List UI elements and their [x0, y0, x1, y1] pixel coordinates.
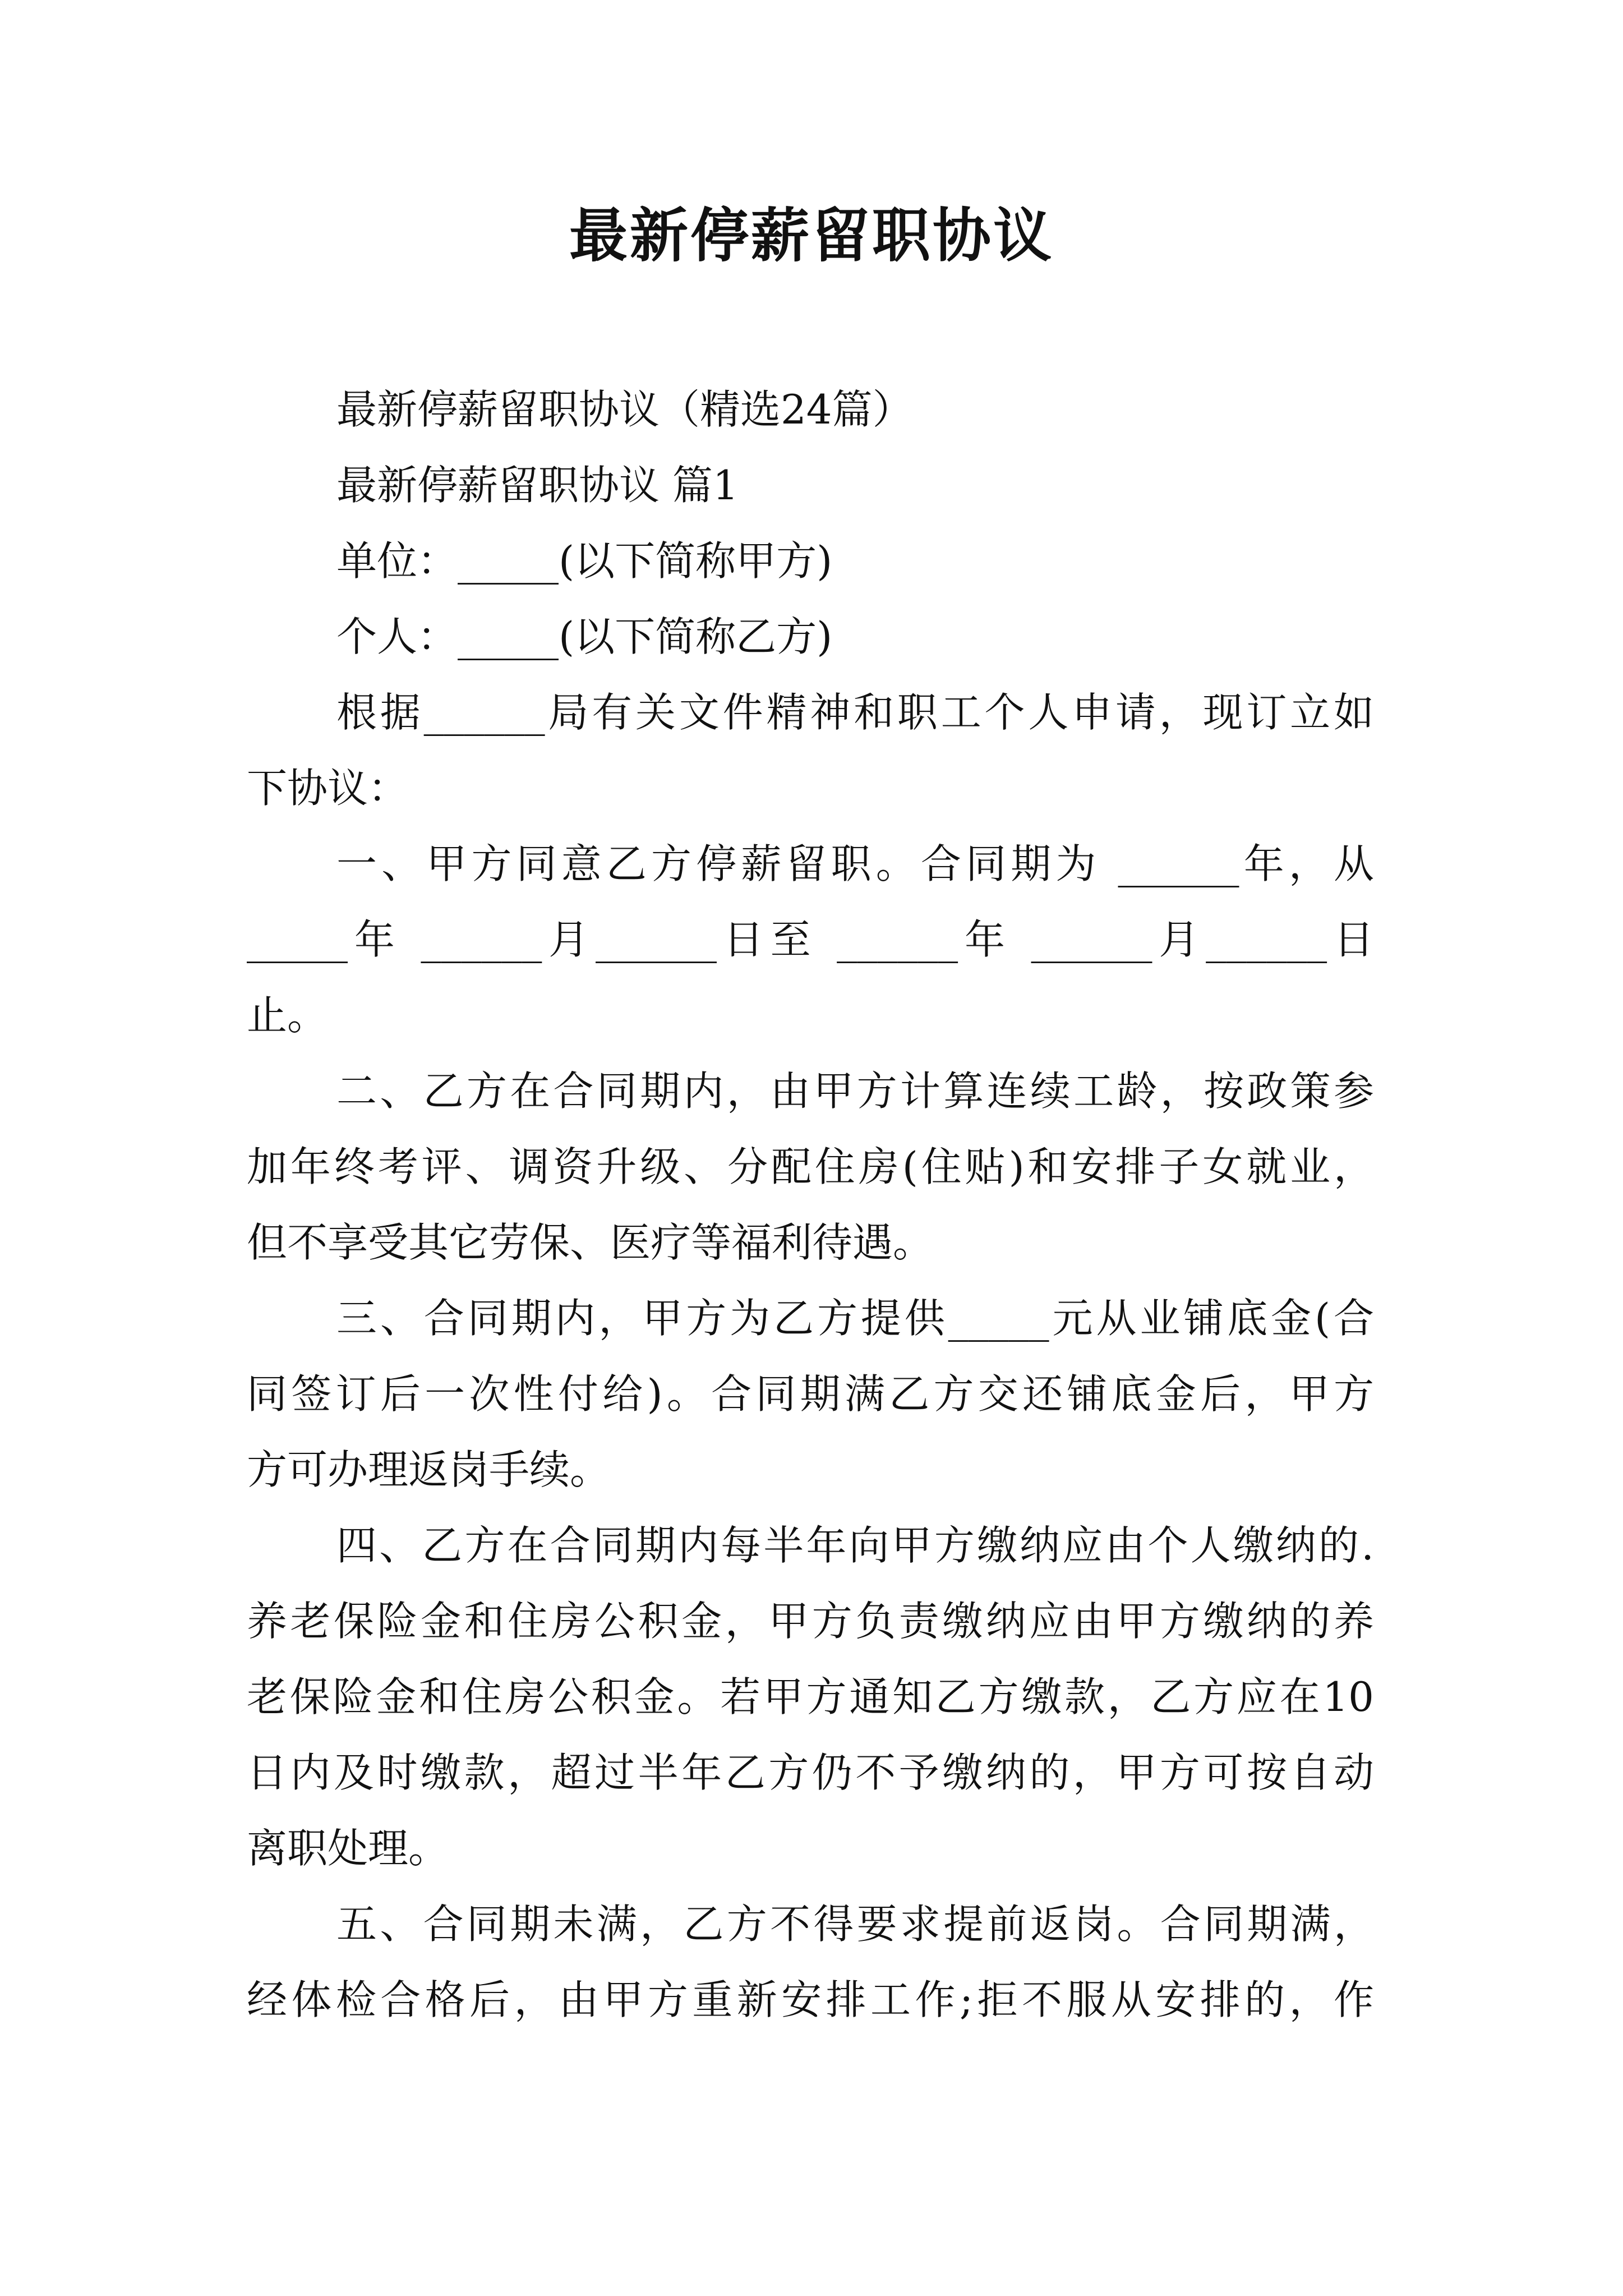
document-title: 最新停薪留职协议 — [569, 201, 1054, 270]
paragraph-line: 但不享受其它劳保、医疗等福利待遇。 — [247, 1219, 934, 1266]
paragraph-line: 方可办理返岗手续。 — [247, 1446, 611, 1493]
paragraph-line: 一、甲方同意乙方停薪留职。合同期为 ______年，从 — [336, 840, 1374, 887]
paragraph-line: _____年 ______月______日至 ______年 ______月______日 — [247, 916, 1374, 963]
party-a-line: 单位：_____(以下简称甲方) — [336, 537, 833, 585]
paragraph-line: 同签订后一次性付给)。合同期满乙方交还铺底金后，甲方 — [247, 1370, 1374, 1418]
paragraph-line: 加年终考评、调资升级、分配住房(住贴)和安排子女就业， — [247, 1143, 1374, 1190]
paragraph-line: 经体检合格后，由甲方重新安排工作;拒不服从安排的，作 — [247, 1976, 1374, 2023]
paragraph-line: 养老保险金和住房公积金，甲方负责缴纳应由甲方缴纳的养 — [247, 1598, 1374, 1645]
paragraph-line: 四、乙方在合同期内每半年向甲方缴纳应由个人缴纳的. — [336, 1522, 1374, 1569]
paragraph-line: 五、合同期未满，乙方不得要求提前返岗。合同期满， — [336, 1901, 1374, 1948]
paragraph-line: 二、乙方在合同期内，由甲方计算连续工龄，按政策参 — [336, 1068, 1374, 1115]
paragraph-line: 根据______局有关文件精神和职工个人申请，现订立如 — [336, 689, 1374, 736]
paragraph-line: 离职处理。 — [247, 1825, 449, 1872]
paragraph-line: 日内及时缴款，超过半年乙方仍不予缴纳的，甲方可按自动 — [247, 1749, 1374, 1796]
paragraph-line: 老保险金和住房公积金。若甲方通知乙方缴款，乙方应在10 — [247, 1673, 1374, 1720]
section-heading: 最新停薪留职协议 篇1 — [336, 462, 739, 509]
subtitle-line: 最新停薪留职协议（精选24篇） — [336, 386, 913, 433]
party-b-line: 个人：_____(以下简称乙方) — [336, 613, 833, 660]
paragraph-line: 三、合同期内，甲方为乙方提供_____元从业铺底金(合 — [336, 1295, 1374, 1342]
paragraph-line: 下协议： — [247, 765, 409, 812]
paragraph-line: 止。 — [247, 992, 328, 1039]
